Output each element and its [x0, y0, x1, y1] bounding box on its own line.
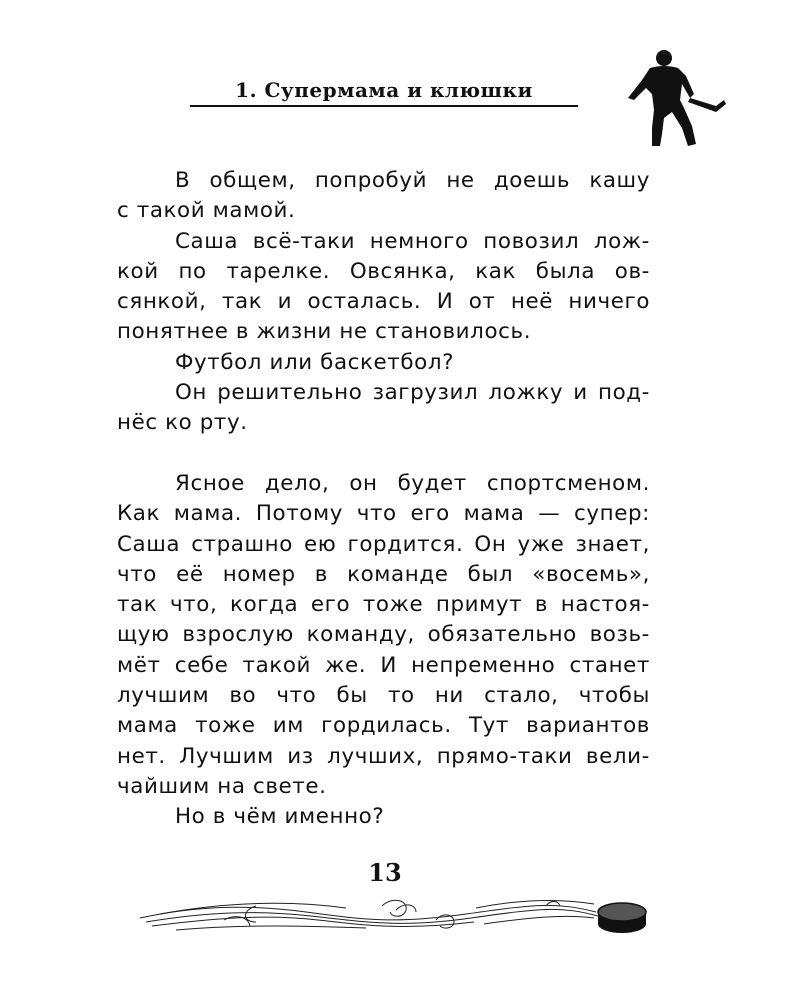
text-line: с такой мамой.	[117, 198, 296, 224]
text-line: сянкой, так и осталась. И от неё ничего	[117, 289, 650, 315]
text-line: Но в чём именно?	[175, 804, 385, 830]
text-line: щую взрослую команду, обязательно возь-	[117, 622, 650, 648]
swirl-ornament-with-puck-icon	[136, 884, 656, 944]
hockey-player-icon	[612, 48, 728, 152]
text-line: кой по тарелке. Овсянка, как была ов-	[117, 258, 650, 284]
page-number: 13	[368, 858, 402, 887]
text-line: Ясное дело, он будет спортсменом.	[175, 470, 650, 496]
header-rule	[190, 105, 578, 107]
section-break	[117, 439, 650, 469]
puck-icon	[598, 903, 646, 933]
text-line: Футбол или баскетбол?	[175, 349, 455, 375]
text-line: Как мама. Потому что его мама — супер:	[117, 501, 650, 527]
text-line: чайшим на свете.	[117, 773, 327, 799]
text-line: мама тоже им гордилась. Тут вариантов	[117, 713, 650, 739]
text-line: Саша всё-таки немного повозил лож-	[175, 228, 650, 254]
text-line: что её номер в команде был «восемь»,	[117, 561, 650, 587]
text-line: лучшим во что бы то ни стало, чтобы	[117, 683, 650, 709]
text-line: Саша страшно ею гордится. Он уже знает,	[117, 531, 650, 557]
body-text	[117, 166, 650, 833]
text-line: нёс ко рту.	[117, 410, 248, 436]
text-line: В общем, попробуй не доешь кашу	[175, 168, 650, 193]
running-header	[190, 76, 578, 108]
chapter-title: 1. Супермама и клюшки	[235, 78, 533, 102]
text-line: мёт себе такой же. И непременно станет	[117, 652, 650, 678]
paragraph-3	[117, 348, 650, 378]
text-line: так что, когда его тоже примут в настоя-	[117, 592, 650, 618]
text-line: Он решительно загрузил ложку и под-	[175, 380, 650, 406]
text-line: нет. Лучшим из лучших, прямо-таки вели-	[117, 743, 650, 769]
text-line: понятнее в жизни не становилось.	[117, 319, 532, 345]
paragraph-6	[117, 802, 650, 832]
paragraph-1	[117, 166, 650, 227]
paragraph-5	[117, 469, 650, 802]
paragraph-4	[117, 378, 650, 439]
paragraph-2	[117, 227, 650, 348]
